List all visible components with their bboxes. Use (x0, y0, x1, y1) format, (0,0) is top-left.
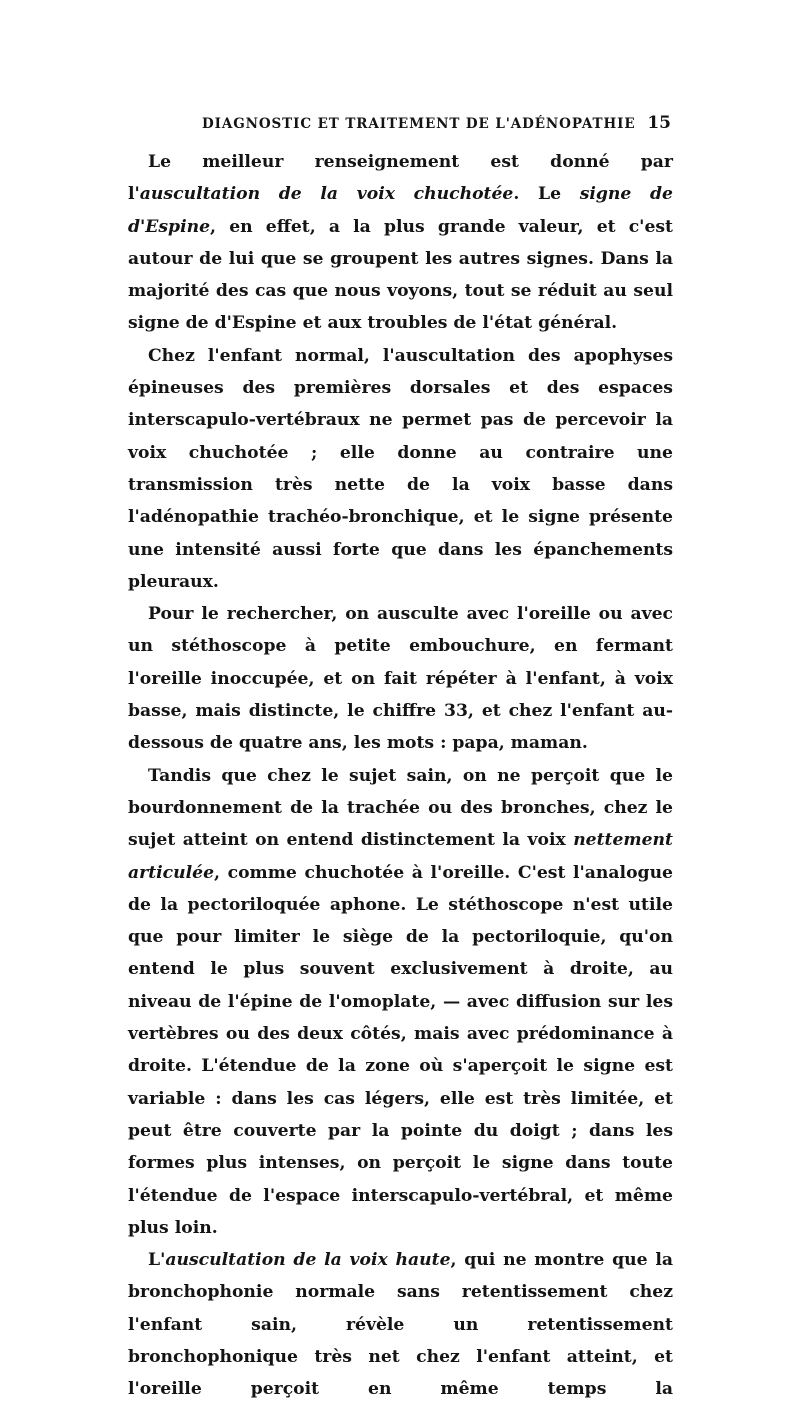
text-run: , qui ne montre que la bronchophonie normale sans retentissement chez l'enfant sain, révèle un retentissement bronchophonique très net chez l'enfant atteint, et l'oreille perçoit en même temps la (128, 1250, 673, 1400)
page-header (128, 112, 673, 136)
italic-term-nettement-articulee: nettement articulée (128, 830, 673, 883)
running-title: DIAGNOSTIC ET TRAITEMENT DE L'ADÉNOPATHIE (202, 116, 636, 132)
paragraph-rechercher: Pour le rechercher, on ausculte avec l'oreille ou avec un stéthoscope à petite embouchure, en fermant l'oreille inoccupée, et on fait répéter à l'enfant, à voix basse, mais distincte, le chiffre 33, et chez l'enfant au-dessous de quatre ans, les mots : papa, maman. (128, 604, 673, 754)
text-run: Le meilleur renseignement est donné par l' (128, 152, 673, 205)
page-number: 15 (647, 113, 671, 133)
text-run: , en effet, a la plus grande valeur, et c'est autour de lui que se groupent les autres signes. Dans la majorité des cas que nous voyons, tout se réduit au seul signe de d'Espine et aux troubles de l'état général. (128, 216, 673, 334)
paragraph-sujet-sain (128, 760, 673, 1244)
paragraph-voix-haute (128, 1244, 673, 1405)
italic-term-auscultation-voix-haute: auscultation de la voix haute (165, 1250, 451, 1271)
body-text (128, 146, 673, 1406)
paragraph-enfant-normal: Chez l'enfant normal, l'auscultation des apophyses épineuses des premières dorsales et des espaces interscapulo-vertébraux ne permet pas de percevoir la voix chuchotée ; elle donne au contraire une transmission très nette de la voix basse dans l'adénopathie trachéo-bronchique, et le signe présente une intensité aussi forte que dans les épanchements pleuraux. (128, 345, 673, 592)
text-run: , comme chuchotée à l'oreille. C'est l'analogue de la pectoriloquée aphone. Le stéthoscope n'est utile que pour limiter le siège de la pectoriloquie, qu'on entend le plus souvent exclusivement à droite, au niveau de l'épine de l'omoplate, — avec diffusion sur les vertèbres ou des deux côtés, mais avec prédominance à droite. L'étendue de la zone où s'aperçoit le signe est variable : dans les cas légers, elle est très limitée, et peut être couverte par la pointe du doigt ; dans les formes plus intenses, on perçoit le signe dans toute l'étendue de l'espace interscapulo-vertébral, et même plus loin. (128, 862, 673, 1238)
text-run: Tandis que chez le sujet sain, on ne perçoit que le bourdonnement de la trachée ou des bronches, chez le sujet atteint on entend distinctement la voix (128, 765, 673, 851)
text-run: . Le (513, 184, 580, 205)
paragraph-voix-chuchotee (128, 146, 673, 340)
italic-term-auscultation-voix-chuchotee: auscultation de la voix chuchotée (139, 184, 514, 205)
text-run: L' (148, 1250, 166, 1271)
italic-term-signe-espine: signe de d'Espine (128, 184, 673, 237)
